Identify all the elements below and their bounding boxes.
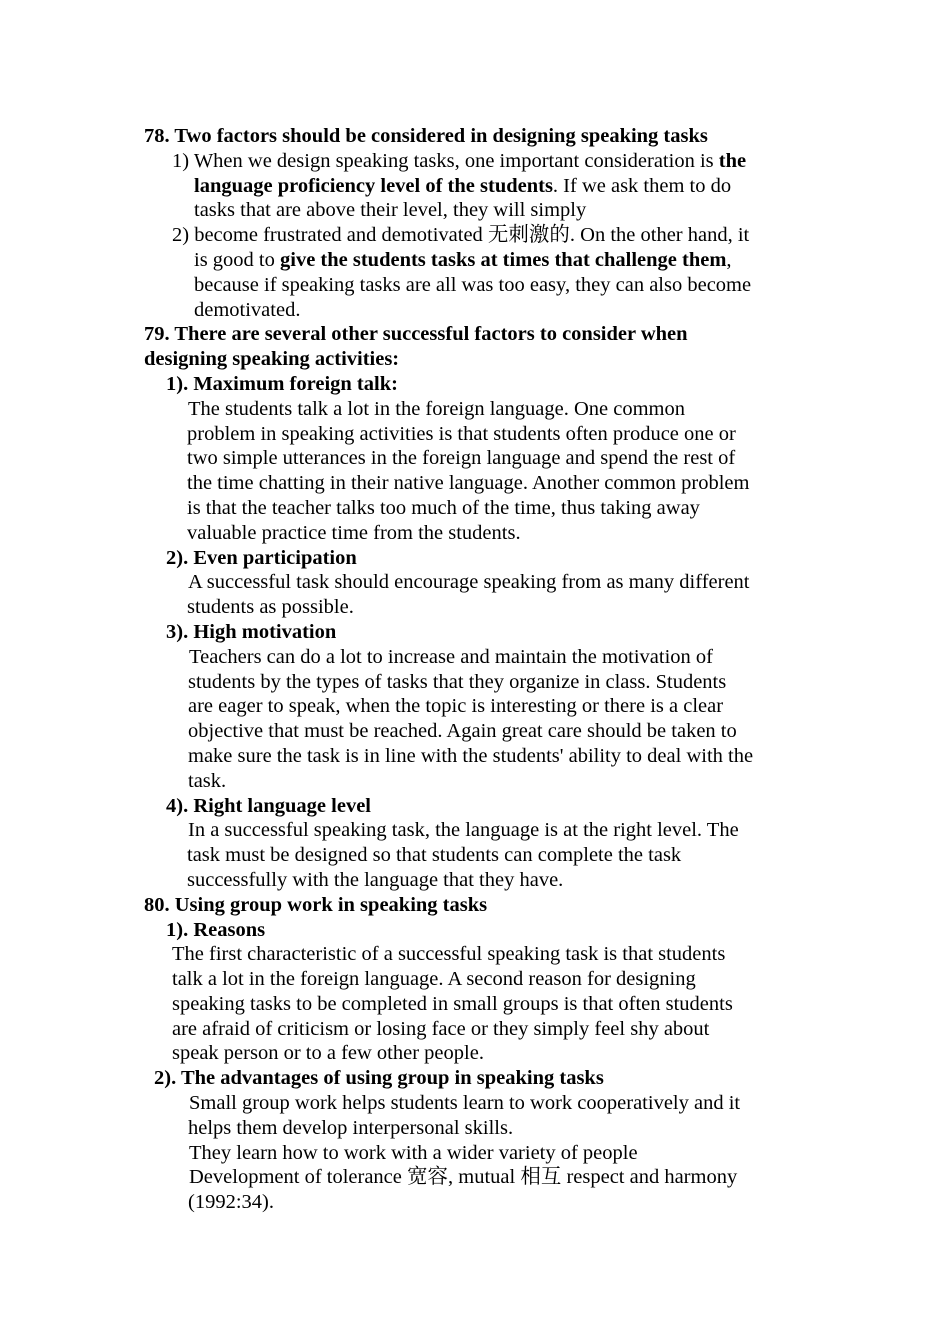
s78-point2-line2 — [194, 248, 950, 273]
factor-2-line: A successful task should encourage speaking from as many different — [188, 571, 750, 594]
factor-2-line: students as possible. — [187, 596, 354, 619]
reasons-line: talk a lot in the foreign language. A second reason for designing — [172, 968, 696, 991]
factor-1-line: the time chatting in their native language. Another common problem — [187, 472, 750, 495]
bold-text: the — [718, 149, 747, 172]
s78-point2-line3: because if speaking tasks are all was too easy, they can also become — [194, 273, 752, 296]
bold-text: give the students tasks at times that challenge them — [280, 248, 727, 271]
factor-3-line: are eager to speak, when the topic is interesting or there is a clear — [188, 695, 724, 718]
text: 1) When we design speaking tasks, one important consideration is — [172, 149, 719, 172]
factor-4-line: successfully with the language that they have. — [187, 868, 564, 891]
factor-3-line: make sure the task is in line with the students' ability to deal with the — [188, 744, 754, 767]
factor-3-line: students by the types of tasks that they organize in class. Students — [188, 670, 727, 693]
s78-point1-line2 — [194, 174, 950, 199]
factor-3-line: task. — [188, 769, 227, 792]
advantages-line: Small group work helps students learn to work cooperatively and it — [189, 1092, 741, 1115]
reasons-title: 1). Reasons — [166, 918, 266, 941]
factor-3-line: objective that must be reached. Again great care should be taken to — [188, 720, 737, 743]
advantages-line: Development of tolerance 宽容, mutual 相互 respect and harmony — [189, 1166, 738, 1189]
factor-1-line: valuable practice time from the students. — [187, 521, 521, 544]
reasons-line: The first characteristic of a successful speaking task is that students — [172, 943, 726, 966]
reasons-line: are afraid of criticism or losing face or they simply feel shy about — [172, 1017, 710, 1040]
s78-point1-line3: tasks that are above their level, they will simply — [194, 199, 587, 222]
section-78-heading: 78. Two factors should be considered in designing speaking tasks — [144, 125, 708, 147]
factor-4-title: 4). Right language level — [166, 794, 371, 817]
section-79-heading-line1: 79. There are several other successful factors to consider when — [144, 323, 688, 346]
factor-1-line: is that the teacher talks too much of the time, thus taking away — [187, 496, 700, 519]
s78-point2-line1: 2) become frustrated and demotivated 无刺激的. On the other hand, it — [172, 224, 750, 247]
section-79-heading-line2: designing speaking activities: — [144, 348, 400, 371]
advantages-line: They learn how to work with a wider variety of people — [189, 1141, 638, 1164]
text: is good to — [194, 248, 280, 271]
advantages-title: 2). The advantages of using group in speaking tasks — [154, 1067, 604, 1090]
advantages-line: (1992:34). — [188, 1191, 274, 1214]
factor-1-title: 1). Maximum foreign talk: — [166, 372, 398, 395]
factor-1-line: problem in speaking activities is that students often produce one or — [187, 422, 736, 445]
reasons-line: speak person or to a few other people. — [172, 1042, 484, 1065]
factor-1-line: two simple utterances in the foreign language and spend the rest of — [187, 447, 736, 470]
factor-4-line: In a successful speaking task, the language is at the right level. The — [188, 819, 739, 842]
text: . If we ask them to do — [552, 174, 732, 197]
factor-2-title: 2). Even participation — [166, 546, 357, 569]
bold-text: language proficiency level of the students — [194, 174, 553, 197]
text: , — [726, 248, 732, 271]
s78-point1-line1 — [172, 149, 950, 174]
factor-1-line: The students talk a lot in the foreign language. One common — [188, 397, 685, 420]
factor-3-title: 3). High motivation — [166, 620, 337, 643]
s78-point2-line4: demotivated. — [194, 298, 301, 321]
page-content — [0, 124, 950, 1215]
reasons-line: speaking tasks to be completed in small groups is that often students — [172, 992, 733, 1015]
factor-3-line: Teachers can do a lot to increase and maintain the motivation of — [189, 645, 713, 668]
advantages-line: helps them develop interpersonal skills. — [188, 1116, 514, 1139]
factor-4-line: task must be designed so that students can complete the task — [187, 844, 682, 867]
section-80-heading: 80. Using group work in speaking tasks — [144, 893, 488, 916]
